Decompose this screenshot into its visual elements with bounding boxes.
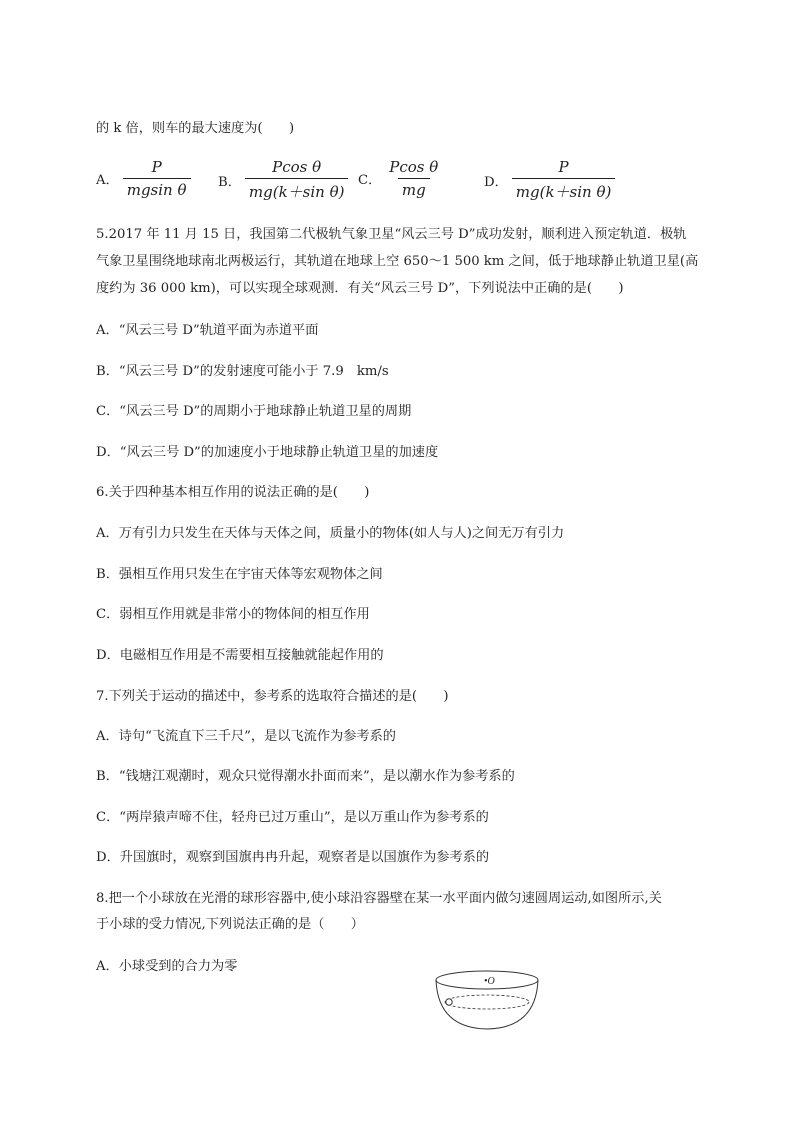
q6-option-d: D．电磁相互作用是不需要相互接触就能起作用的 <box>96 648 384 663</box>
q7-stem: 7.下列关于运动的描述中，参考系的选取符合描述的是( ) <box>96 689 449 704</box>
fraction <box>512 158 616 202</box>
denominator: mgsin θ <box>123 178 191 199</box>
q7-option-a: A．诗句“飞流直下三千尺”，是以飞流作为参考系的 <box>96 729 396 744</box>
q5-option-a: A．“风云三号 D”轨道平面为赤道平面 <box>96 323 319 338</box>
orbit-path <box>445 995 529 1009</box>
fraction <box>123 158 191 199</box>
q4-option-a <box>96 158 191 199</box>
fraction <box>385 158 442 199</box>
center-label: •O <box>484 976 495 987</box>
denominator: mg <box>398 178 430 199</box>
fraction <box>245 158 349 202</box>
numerator: Pcos θ <box>272 158 322 176</box>
small-ball <box>446 999 452 1005</box>
q5-option-c: C．“风云三号 D”的周期小于地球静止轨道卫星的周期 <box>96 404 412 419</box>
denominator: mg(k＋sin θ) <box>512 178 616 202</box>
q5-option-d: D．“风云三号 D”的加速度小于地球静止轨道卫星的加速度 <box>96 445 439 460</box>
q6-option-c: C．弱相互作用就是非常小的物体间的相互作用 <box>96 607 370 622</box>
option-letter: A． <box>96 173 119 188</box>
q6-option-a: A．万有引力只发生在天体与天体之间，质量小的物体(如人与人)之间无万有引力 <box>96 526 565 541</box>
q5-stem-line-1: 5.2017 年 11 月 15 日，我国第二代极轨气象卫星“风云三号 D”成功发射，顺利进入预定轨道．极轨 <box>96 227 687 242</box>
option-letter: D． <box>484 174 508 190</box>
q7-option-b: B．“钱塘江观潮时，观众只觉得潮水扑面而来”，是以潮水作为参考系的 <box>96 769 515 784</box>
numerator: Pcos θ <box>389 158 439 176</box>
q8-stem-line-1: 8.把一个小球放在光滑的球形容器中,使小球沿容器壁在某一水平面内做匀速圆周运动,如图所示,关 <box>96 891 662 906</box>
q5-stem-line-3: 度约为 36 000 km)，可以实现全球观测．有关“风云三号 D”，下列说法中正确的是( ) <box>96 281 624 296</box>
q4-option-c <box>358 158 442 199</box>
hemispherical-bowl-diagram <box>432 968 542 1032</box>
q5-stem-line-2: 气象卫星围绕地球南北两极运行，其轨道在地球上空 650～1 500 km 之间，低于地球静止轨道卫星(高 <box>96 254 699 269</box>
option-letter: C． <box>358 173 382 188</box>
numerator: P <box>558 158 569 176</box>
q8-option-a: A．小球受到的合力为零 <box>96 959 238 974</box>
q6-option-b: B．强相互作用只发生在宇宙天体等宏观物体之间 <box>96 567 383 582</box>
q7-option-d: D．升国旗时，观察到国旗冉冉升起，观察者是以国旗作为参考系的 <box>96 850 490 865</box>
q4-option-b <box>218 158 348 202</box>
bowl-figure <box>432 968 542 1036</box>
q8-stem-line-2: 于小球的受力情况,下列说法正确的是（ ） <box>96 917 364 932</box>
q4-option-d <box>484 158 615 202</box>
q7-option-c: C．“两岸猿声啼不住，轻舟已过万重山”，是以万重山作为参考系的 <box>96 810 489 825</box>
denominator: mg(k＋sin θ) <box>245 178 349 202</box>
q4-tail: 的 k 倍，则车的最大速度为( ) <box>96 121 295 136</box>
numerator: P <box>151 158 162 176</box>
option-letter: B． <box>218 174 241 190</box>
q6-stem: 6.关于四种基本相互作用的说法正确的是( ) <box>96 485 370 500</box>
q5-option-b: B．“风云三号 D”的发射速度可能小于 7.9 km/s <box>96 364 389 379</box>
